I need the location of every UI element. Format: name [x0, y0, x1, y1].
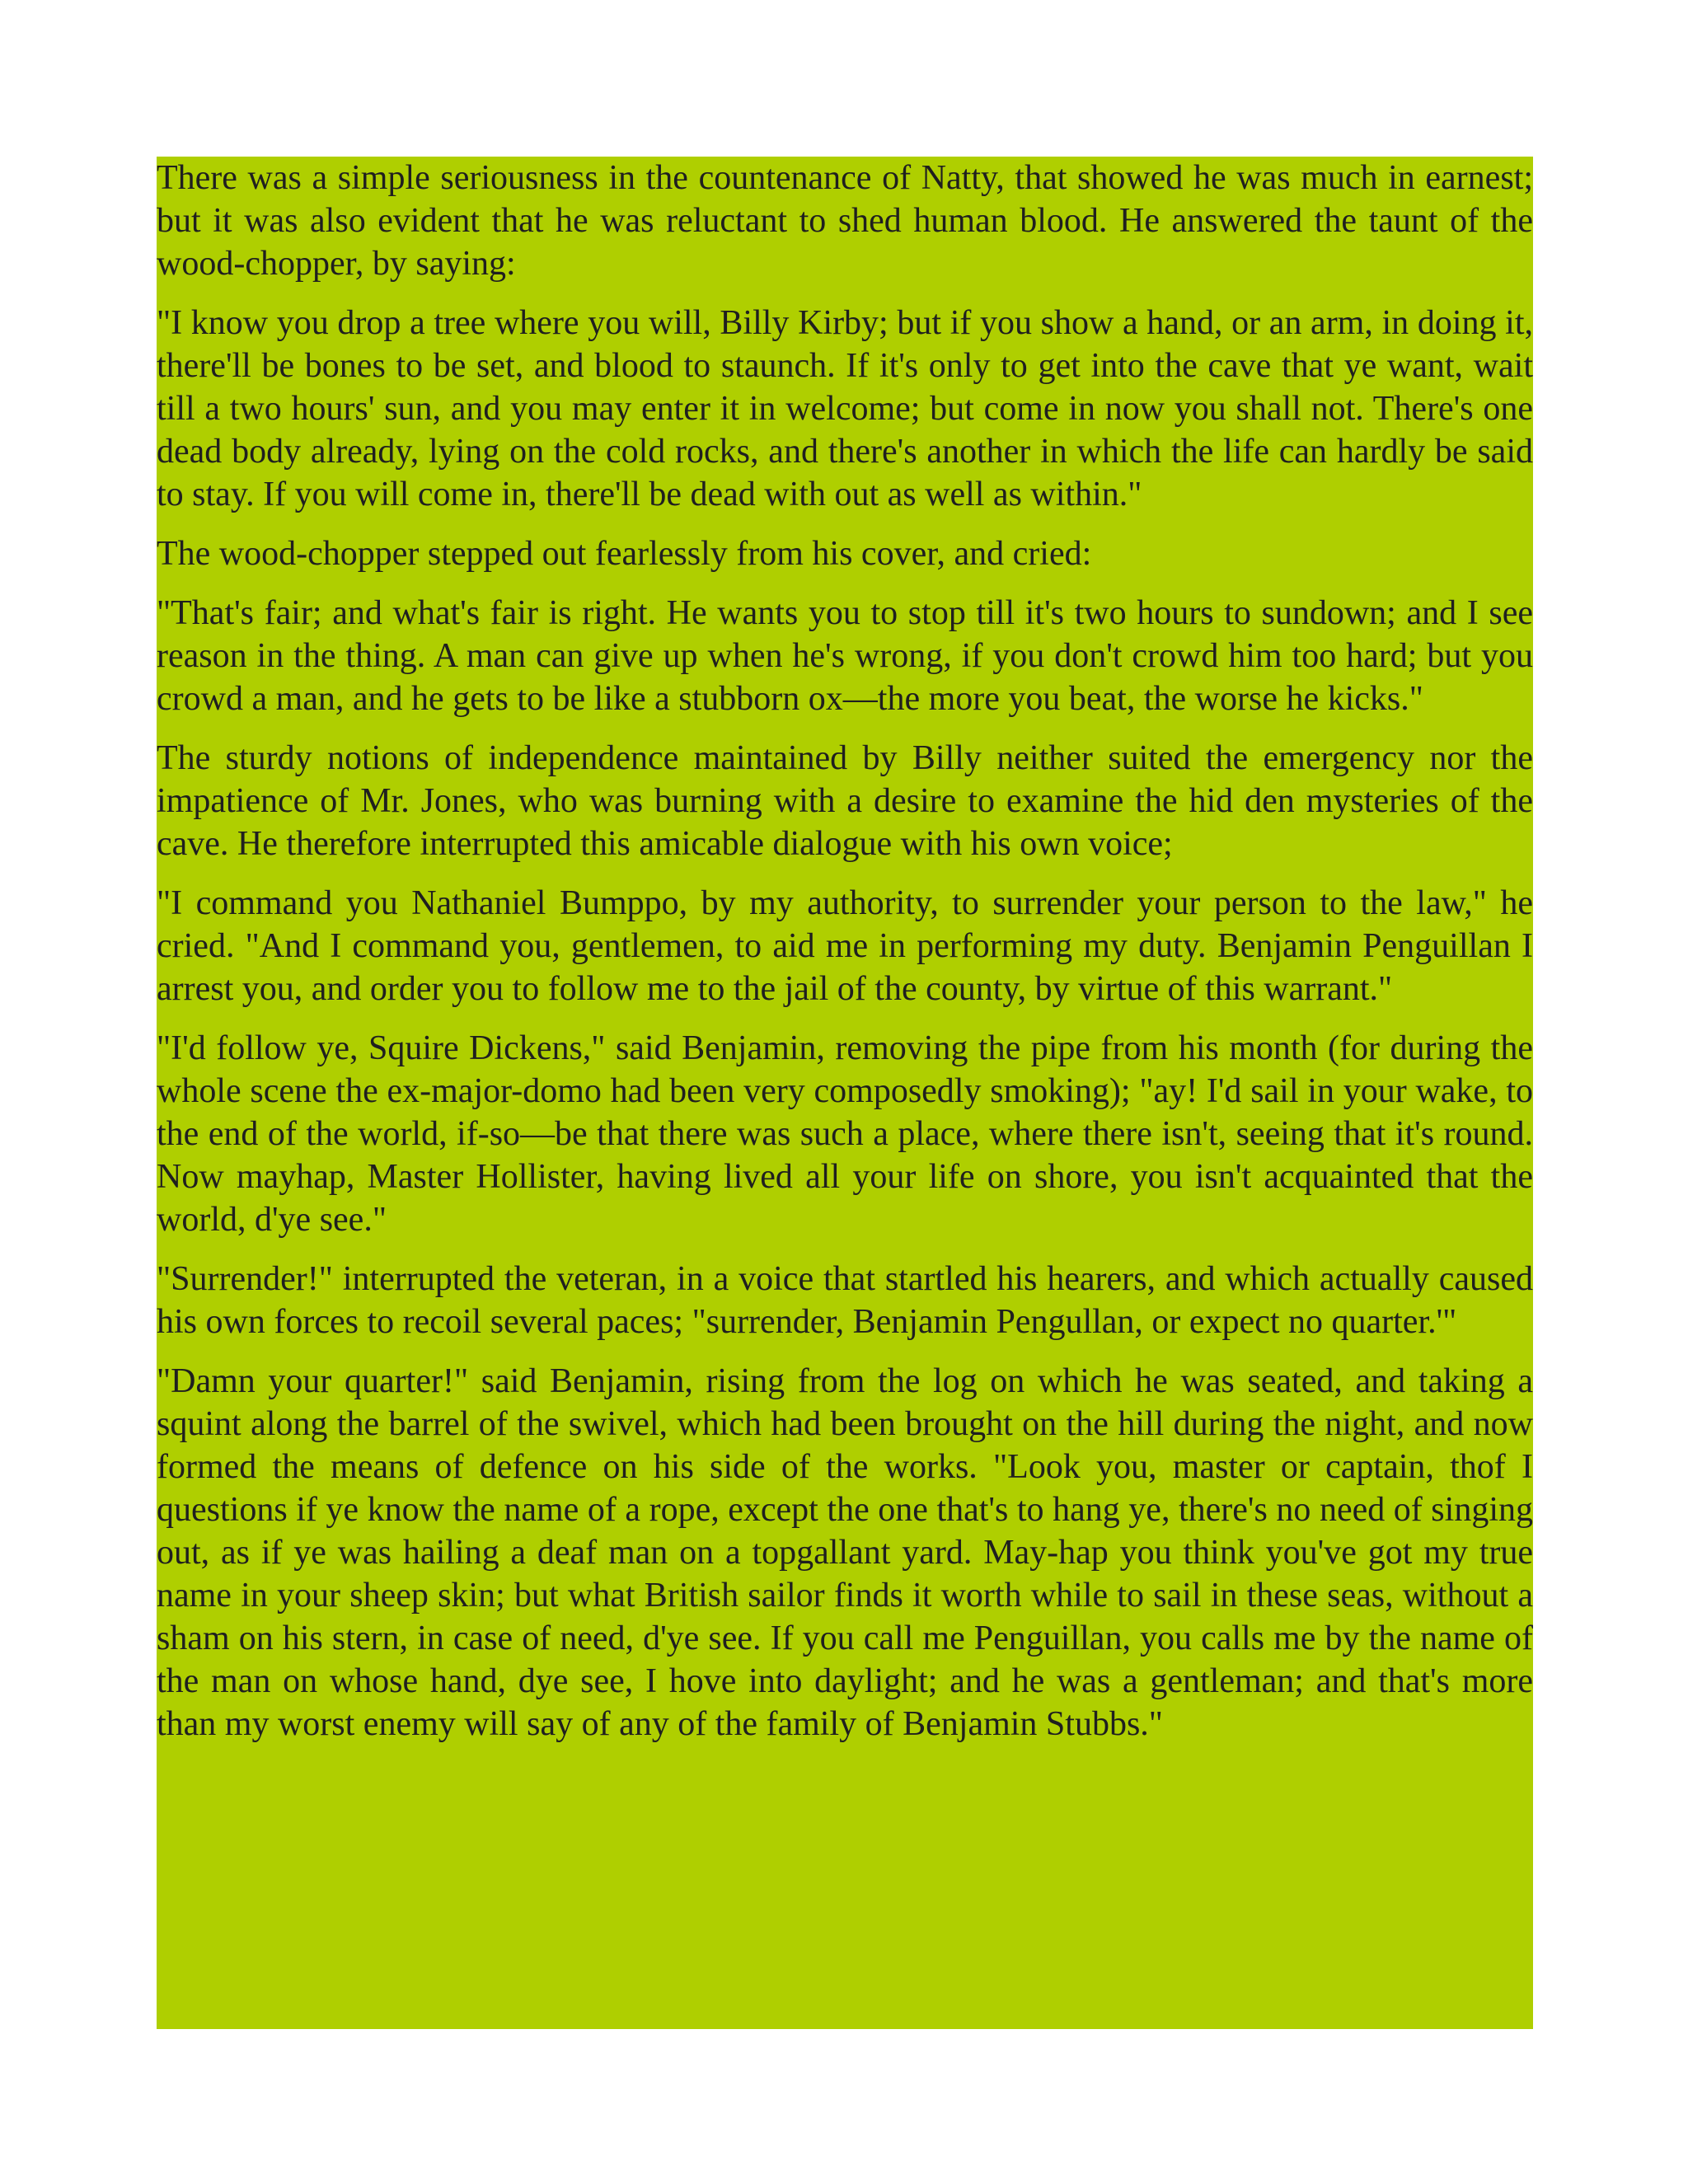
paragraph-6: "I command you Nathaniel Bumppo, by my authority, to surrender your person to the law," he cried. "And I command you, gentlemen, to aid me in performing my duty. Benjamin Penguillan I arrest you, and order you to follow me to the jail of the county, by virtue of this warrant."	[157, 884, 1533, 1008]
paragraph-9: "Damn your quarter!" said Benjamin, rising from the log on which he was seated, and taking a squint along the barrel of the swivel, which had been brought on the hill during the night, and now formed the means of defence on his side of the works. "Look you, master or captain, thof I questions if ye know the name of a rope, except the one that's to hang ye, there's no need of singing out, as if ye was hailing a deaf man on a topgallant yard. May-hap you think you've got my true name in your sheep skin; but what British sailor finds it worth while to sail in these seas, without a sham on his stern, in case of need, d'ye see. If you call me Penguillan, you calls me by the name of the man on whose hand, dye see, I hove into daylight; and he was a gentleman; and that's more than my worst enemy will say of any of the family of Benjamin Stubbs."	[157, 1362, 1533, 1743]
paragraph-4: "That's fair; and what's fair is right. He wants you to stop till it's two hours to sundown; and I see reason in the thing. A man can give up when he's wrong, if you don't crowd him too hard; but you crowd a man, and he gets to be like a stubborn ox—the more you beat, the worse he kicks."	[157, 594, 1533, 718]
paragraph-2: "I know you drop a tree where you will, Billy Kirby; but if you show a hand, or an arm, in doing it, there'll be bones to be set, and blood to staunch. If it's only to get into the cave that ye want, wait till a two hours' sun, and you may enter it in welcome; but come in now you shall not. There's one dead body already, lying on the cold rocks, and there's another in which the life can hardly be said to stay. If you will come in, there'll be dead with out as well as within."	[157, 304, 1533, 513]
paragraph-8: "Surrender!" interrupted the veteran, in a voice that startled his hearers, and which actually caused his own forces to recoil several paces; "surrender, Benjamin Pengullan, or expect no quarter.'"	[157, 1260, 1533, 1341]
paragraph-3: The wood-chopper stepped out fearlessly from his cover, and cried:	[157, 535, 1092, 573]
text-block	[157, 157, 1533, 2029]
paragraph-1: There was a simple seriousness in the countenance of Natty, that showed he was much in earnest; but it was also evident that he was reluctant to shed human blood. He answered the taunt of the wood-chopper, by saying:	[157, 159, 1533, 283]
paragraph-5: The sturdy notions of independence maintained by Billy neither suited the emergency nor the impatience of Mr. Jones, who was burning with a desire to examine the hid den mysteries of the cave. He therefore interrupted this amicable dialogue with his own voice;	[157, 739, 1533, 863]
paragraph-7: "I'd follow ye, Squire Dickens," said Benjamin, removing the pipe from his month (for during the whole scene the ex-major-domo had been very composedly smoking); "ay! I'd sail in your wake, to the end of the world, if-so—be that there was such a place, where there isn't, seeing that it's round. Now mayhap, Master Hollister, having lived all your life on shore, you isn't acquainted that the world, d'ye see."	[157, 1029, 1533, 1239]
